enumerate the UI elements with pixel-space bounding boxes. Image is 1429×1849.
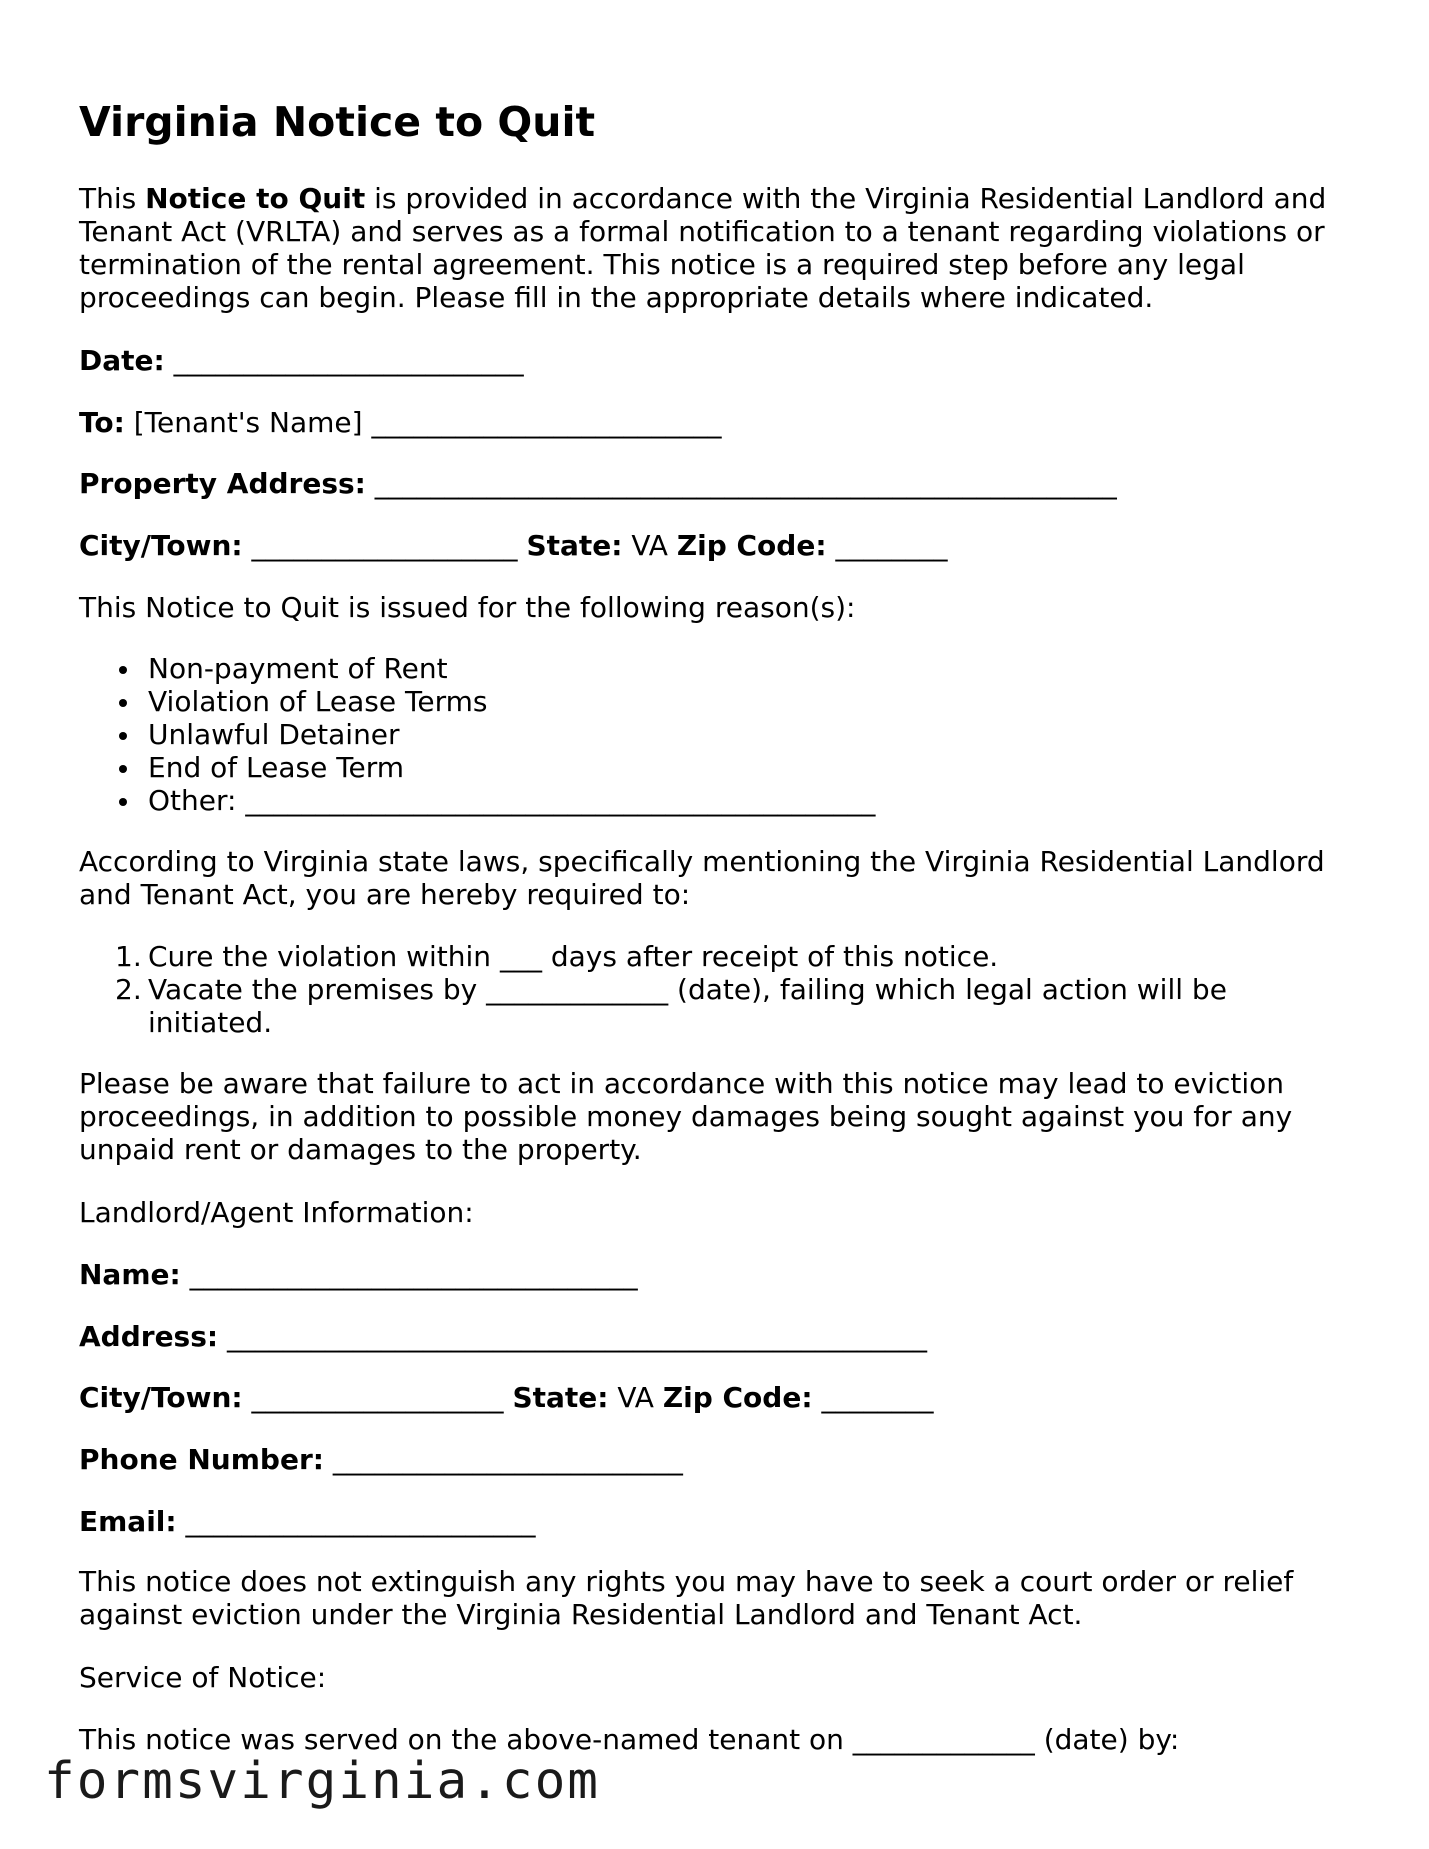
requirement-number: 1. <box>115 940 142 973</box>
landlord-state-value: VA <box>617 1381 654 1414</box>
landlord-city-state-zip <box>79 1381 933 1414</box>
landlord-city-label: City/Town: <box>79 1381 243 1414</box>
state-value: VA <box>631 529 668 562</box>
to-label: To: <box>79 406 125 439</box>
date-blank[interactable]: _________________________ <box>173 344 524 377</box>
intro-pre: This <box>79 182 146 215</box>
reasons-list <box>79 652 1369 817</box>
email-blank[interactable]: _________________________ <box>185 1505 536 1538</box>
property-address-label: Property Address: <box>79 467 366 500</box>
city-label: City/Town: <box>79 529 243 562</box>
rights-notice: This notice does not extinguish any rights you may have to seek a court order or relief against eviction under the Virginia Residential Landlord and Tenant Act. <box>79 1565 1294 1631</box>
email-label: Email: <box>79 1505 177 1538</box>
zip-label: Zip Code: <box>676 529 827 562</box>
requirements-intro: According to Virginia state laws, specifically mentioning the Virginia Residential Landlord and Tenant Act, you are hereby required to: <box>79 845 1325 911</box>
landlord-address-field <box>79 1320 927 1353</box>
reason-text-other[interactable]: Other: _____________________________________________ <box>148 784 876 817</box>
bullet-icon <box>119 732 127 740</box>
property-address-field <box>79 467 1117 500</box>
bullet-icon <box>119 699 127 707</box>
reason-text: Violation of Lease Terms <box>148 685 488 718</box>
landlord-phone-field <box>79 1443 683 1476</box>
state-label: State: <box>526 529 623 562</box>
landlord-name-label: Name: <box>79 1258 181 1291</box>
watermark: formsvirginia.com <box>44 1752 600 1811</box>
landlord-name-field <box>79 1258 638 1291</box>
landlord-address-label: Address: <box>79 1320 219 1353</box>
requirement-text[interactable]: Cure the violation within ___ days after receipt of this notice. <box>148 940 999 973</box>
landlord-state-label: State: <box>512 1381 609 1414</box>
reason-item-other <box>79 784 1369 817</box>
property-address-blank[interactable]: _____________________________________________________ <box>374 467 1117 500</box>
reason-text: End of Lease Term <box>148 751 405 784</box>
requirements-list <box>79 940 1369 1039</box>
reason-item <box>79 751 1369 784</box>
date-label: Date: <box>79 344 165 377</box>
service-heading: Service of Notice: <box>79 1661 327 1694</box>
requirement-item <box>79 940 1369 973</box>
landlord-zip-blank[interactable]: ________ <box>821 1381 934 1414</box>
intro-post: is provided in accordance with the Virginia Residential Landlord and Tenant Act (VRLTA) and serves as a formal notification to a tenant regarding violations or termination of the rental agreement. This notice is a required step before any legal proceedings can begin. Please fill in the appropriate details where indicated. <box>79 182 1327 314</box>
reasons-intro: This Notice to Quit is issued for the following reason(s): <box>79 591 856 624</box>
reason-item <box>79 718 1369 751</box>
landlord-email-field <box>79 1505 536 1538</box>
tenant-name-field <box>79 406 721 439</box>
service-line[interactable]: This notice was served on the above-named tenant on _____________ (date) by: <box>79 1723 1180 1756</box>
warning-paragraph: Please be aware that failure to act in accordance with this notice may lead to eviction proceedings, in addition to possible money damages being sought against you for any unpaid rent or damages to the property. <box>79 1067 1293 1166</box>
tenant-name-hint: [Tenant's Name] <box>133 406 363 439</box>
date-field <box>79 344 524 377</box>
city-blank[interactable]: ___________________ <box>251 529 518 562</box>
landlord-zip-label: Zip Code: <box>662 1381 813 1414</box>
requirement-text[interactable]: Vacate the premises by _____________ (date), failing which legal action will be initiated. <box>148 973 1227 1039</box>
landlord-heading: Landlord/Agent Information: <box>79 1196 474 1229</box>
intro-bold: Notice to Quit <box>145 182 366 215</box>
requirement-item <box>79 973 1258 1039</box>
tenant-city-state-zip <box>79 529 947 562</box>
reason-text: Non-payment of Rent <box>148 652 448 685</box>
phone-label: Phone Number: <box>79 1443 324 1476</box>
reason-item <box>79 652 1369 685</box>
bullet-icon <box>119 765 127 773</box>
reason-item <box>79 685 1369 718</box>
landlord-address-blank[interactable]: __________________________________________________ <box>227 1320 927 1353</box>
page-title: Virginia Notice to Quit <box>79 98 596 146</box>
intro-paragraph <box>79 182 1369 314</box>
bullet-icon <box>119 666 127 674</box>
landlord-name-blank[interactable]: ________________________________ <box>189 1258 638 1291</box>
zip-blank[interactable]: ________ <box>835 529 948 562</box>
landlord-city-blank[interactable]: __________________ <box>251 1381 504 1414</box>
reason-text: Unlawful Detainer <box>148 718 400 751</box>
requirement-number: 2. <box>115 973 142 1006</box>
tenant-name-blank[interactable]: _________________________ <box>371 406 722 439</box>
bullet-icon <box>119 798 127 806</box>
phone-blank[interactable]: _________________________ <box>332 1443 683 1476</box>
